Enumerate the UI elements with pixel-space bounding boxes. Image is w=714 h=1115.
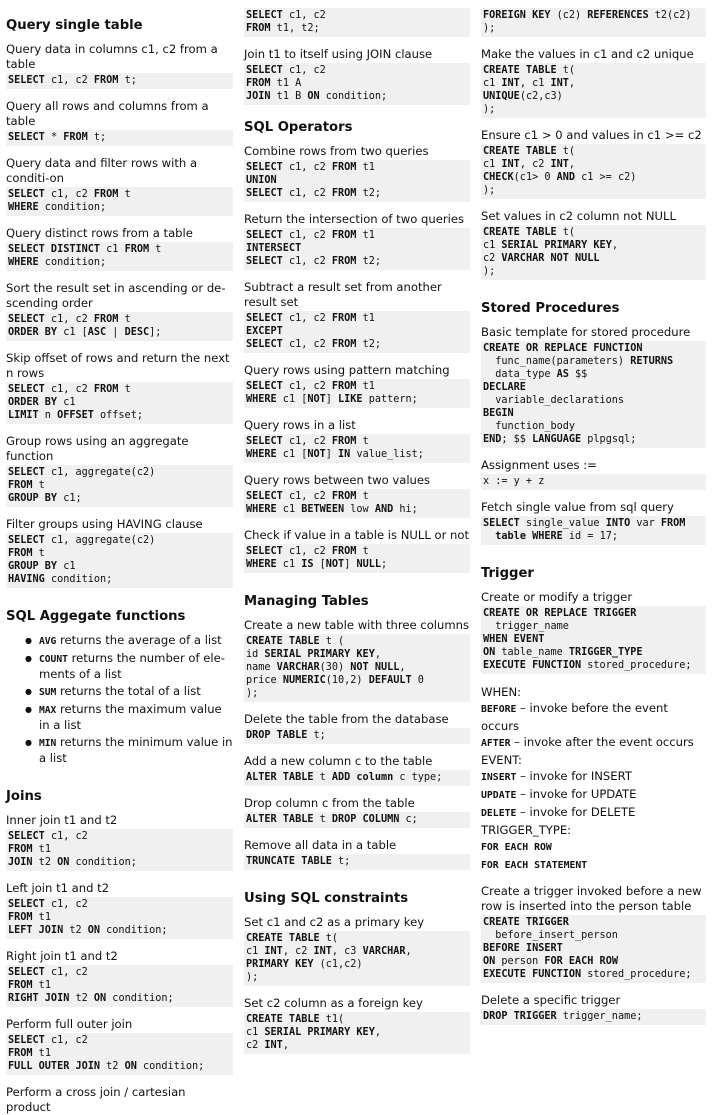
code-block: CREATE TABLE t( c1 INT, c2 INT, c3 VARCHAR, PRIMARY KEY (c1,c2) );	[244, 931, 470, 986]
item-description: Perform full outer join	[6, 1017, 133, 1031]
trigger-type-option: FOR EACH STATEMENT	[481, 860, 588, 871]
code-block: SELECT c1, c2 FROM t1 WHERE c1 [NOT] LIKE pattern;	[244, 379, 470, 408]
desc-self-join: Join t1 to itself using JOIN clause	[244, 47, 433, 61]
bullet-item: ● MAX returns the maximum value in a list	[6, 702, 233, 733]
keyword-description: INSERT – invoke for INSERT	[481, 769, 632, 783]
list-event	[481, 768, 706, 822]
column-2	[244, 8, 470, 1054]
code-block: SELECT c1, c2 FROM t1 INTERSECT SELECT c1, c2 FROM t2;	[244, 228, 470, 270]
code-block: SELECT c1, aggregate(c2) FROM t GROUP BY c1 HAVING condition;	[6, 533, 233, 588]
items-query-single-table	[6, 42, 233, 588]
list-trigger-type	[481, 838, 706, 874]
desc-create-trigger: Create or modify a trigger	[481, 590, 633, 604]
keyword-description: UPDATE – invoke for UPDATE	[481, 787, 637, 801]
item-description: Create a new table with three columns	[244, 618, 470, 632]
code-block: ALTER TABLE t DROP COLUMN c;	[244, 812, 470, 828]
code-block-cross-join: SELECT c1, c2 FROM t1, t2;	[244, 8, 470, 37]
code-block: SELECT * FROM t;	[6, 130, 233, 146]
column-3	[481, 8, 706, 1025]
item-description: Check if value in a table is NULL or not	[244, 528, 470, 542]
code-block: CREATE OR REPLACE FUNCTION func_name(parameters) RETURNS data_type AS $$ DECLARE variable_declarations BEGIN function_body END; $$ LANGUAGE plpgsql;	[481, 341, 706, 448]
desc-trigger-example: Create a trigger invoked before a new row is inserted into the person table	[481, 884, 702, 913]
code-block: SELECT c1, c2 FROM t1 FULL OUTER JOIN t2 ON condition;	[6, 1033, 233, 1075]
items-joins	[6, 813, 233, 1115]
item-description: Group rows using an aggregate function	[6, 434, 189, 463]
item-description: Drop column c from the table	[244, 796, 415, 810]
code-block: TRUNCATE TABLE t;	[244, 854, 470, 870]
code-block: SELECT c1, c2 FROM t WHERE c1 [NOT] IN value_list;	[244, 434, 470, 463]
item-description: Set c1 and c2 as a primary key	[244, 915, 425, 929]
code-block: CREATE TABLE t( c1 INT, c1 INT, UNIQUE(c2,c3) );	[481, 63, 706, 118]
code-block: CREATE TABLE t1( c1 SERIAL PRIMARY KEY, c2 INT,	[244, 1012, 470, 1054]
items-managing-tables	[244, 618, 470, 870]
items-constraints	[244, 915, 470, 1054]
desc-delete-trigger: Delete a specific trigger	[481, 993, 621, 1007]
bullet-item: ● SUM returns the total of a list	[6, 684, 233, 700]
items-operators	[244, 144, 470, 573]
code-block: x := y + z	[481, 474, 706, 490]
list-aggregate	[6, 633, 233, 766]
item-description: Assignment uses :=	[481, 458, 597, 472]
trigger-type-option: FOR EACH ROW	[481, 842, 552, 853]
section-heading-constraints: Using SQL constraints	[244, 891, 409, 906]
function-keyword: SUM	[39, 687, 57, 698]
item-description: Query rows in a list	[244, 418, 356, 432]
item-description: Ensure c1 > 0 and values in c1 >= c2	[481, 128, 702, 142]
code-block: SELECT c1, c2 FROM t WHERE condition;	[6, 187, 233, 216]
code-block: SELECT c1, aggregate(c2) FROM t GROUP BY c1;	[6, 465, 233, 507]
section-heading-managing-tables: Managing Tables	[244, 594, 369, 609]
item-description: Perform a cross join / cartesian product	[6, 1085, 186, 1114]
item-description: Left join t1 and t2	[6, 881, 110, 895]
keyword-description: AFTER – invoke after the event occurs	[481, 735, 694, 749]
item-description: Query rows between two values	[244, 473, 431, 487]
code-block-create-trigger: CREATE OR REPLACE TRIGGER trigger_name WHEN EVENT ON table_name TRIGGER_TYPE EXECUTE FUNCTION stored_procedure;	[481, 606, 706, 674]
item-description: Set c2 column as a foreign key	[244, 996, 423, 1010]
code-block: SELECT c1, c2 FROM t1 JOIN t2 ON condition;	[6, 829, 233, 871]
section-heading-trigger: Trigger	[481, 566, 534, 581]
code-block: SELECT c1, c2 FROM t WHERE c1 BETWEEN low AND hi;	[244, 489, 470, 518]
bullet-item: ● AVG returns the average of a list	[6, 633, 233, 649]
code-block: SELECT c1, c2 FROM t WHERE c1 IS [NOT] NULL;	[244, 544, 470, 573]
code-block: CREATE TABLE t ( id SERIAL PRIMARY KEY, name VARCHAR(30) NOT NULL, price NUMERIC(10,2) DEFAULT 0 );	[244, 634, 470, 702]
item-description: Sort the result set in ascending or de-scending order	[6, 281, 226, 310]
item-description: Query distinct rows from a table	[6, 226, 193, 240]
section-heading-query-single-table: Query single table	[6, 18, 143, 33]
item-description: Basic template for stored procedure	[481, 325, 691, 339]
item-description: Return the intersection of two queries	[244, 212, 464, 226]
item-description: Delete the table from the database	[244, 712, 449, 726]
code-block: SELECT DISTINCT c1 FROM t WHERE condition;	[6, 242, 233, 271]
function-keyword: MAX	[39, 705, 57, 716]
section-heading-operators: SQL Operators	[244, 120, 353, 135]
item-description: Filter groups using HAVING clause	[6, 517, 203, 531]
code-block-trigger-example: CREATE TRIGGER before_insert_person BEFORE INSERT ON person FOR EACH ROW EXECUTE FUNCTION stored_procedure;	[481, 915, 706, 983]
item-description: Query rows using pattern matching	[244, 363, 450, 377]
item-description: Remove all data in a table	[244, 838, 397, 852]
item-description: Query data in columns c1, c2 from a table	[6, 42, 218, 71]
section-heading-stored-procedures: Stored Procedures	[481, 301, 620, 316]
code-block: SELECT c1, c2 FROM t;	[6, 73, 233, 89]
code-block: ALTER TABLE t ADD column c type;	[244, 770, 470, 786]
items-constraints-cont	[481, 47, 706, 280]
section-heading-aggregate: SQL Aggegate functions	[6, 609, 186, 624]
code-block: SELECT c1, c2 FROM t ORDER BY c1 [ASC | DESC];	[6, 312, 233, 341]
keyword-description: DELETE – invoke for DELETE	[481, 805, 636, 819]
bullet-item: ● MIN returns the minimum value in a list	[6, 735, 233, 766]
item-description: Set values in c2 column not NULL	[481, 209, 676, 223]
item-description: Fetch single value from sql query	[481, 500, 674, 514]
item-description: Add a new column c to the table	[244, 754, 433, 768]
item-description: Query all rows and columns from a table	[6, 99, 209, 128]
code-block: DROP TABLE t;	[244, 728, 470, 744]
code-block: SELECT c1, c2 FROM t1 EXCEPT SELECT c1, c2 FROM t2;	[244, 311, 470, 353]
function-keyword: MIN	[39, 738, 57, 749]
column-1	[6, 8, 233, 1115]
code-block-foreign-key-cont: FOREIGN KEY (c2) REFERENCES t2(c2) );	[481, 8, 706, 37]
label-trigger-type: TRIGGER_TYPE:	[481, 823, 572, 837]
function-keyword: AVG	[39, 636, 57, 647]
code-block-self-join: SELECT c1, c2 FROM t1 A JOIN t1 B ON condition;	[244, 63, 470, 105]
label-event: EVENT:	[481, 753, 522, 767]
code-block: SELECT c1, c2 FROM t ORDER BY c1 LIMIT n OFFSET offset;	[6, 382, 233, 424]
code-block: CREATE TABLE t( c1 INT, c2 INT, CHECK(c1> 0 AND c1 >= c2) );	[481, 144, 706, 199]
item-description: Make the values in c1 and c2 unique	[481, 47, 694, 61]
item-description: Skip offset of rows and return the next n rows	[6, 351, 230, 380]
code-block: SELECT c1, c2 FROM t1 UNION SELECT c1, c2 FROM t2;	[244, 160, 470, 202]
code-block-delete-trigger: DROP TRIGGER trigger_name;	[481, 1009, 706, 1025]
code-block: SELECT c1, c2 FROM t1 LEFT JOIN t2 ON condition;	[6, 897, 233, 939]
section-heading-joins: Joins	[6, 789, 42, 804]
item-description: Subtract a result set from another result set	[244, 280, 442, 309]
items-stored-procedures	[481, 325, 706, 545]
keyword-description: BEFORE – invoke before the event occurs	[481, 701, 668, 733]
item-description: Right join t1 and t2	[6, 949, 118, 963]
code-block: SELECT c1, c2 FROM t1 RIGHT JOIN t2 ON condition;	[6, 965, 233, 1007]
item-description: Inner join t1 and t2	[6, 813, 118, 827]
code-block: CREATE TABLE t( c1 SERIAL PRIMARY KEY, c2 VARCHAR NOT NULL );	[481, 225, 706, 280]
bullet-item: ● COUNT returns the number of ele-ments of a list	[6, 651, 233, 682]
list-when	[481, 700, 706, 752]
function-keyword: COUNT	[39, 654, 68, 665]
item-description: Combine rows from two queries	[244, 144, 429, 158]
item-description: Query data and filter rows with a conditi-on	[6, 156, 198, 185]
label-when: WHEN:	[481, 685, 522, 699]
code-block: SELECT single_value INTO var FROM table WHERE id = 17;	[481, 516, 706, 545]
